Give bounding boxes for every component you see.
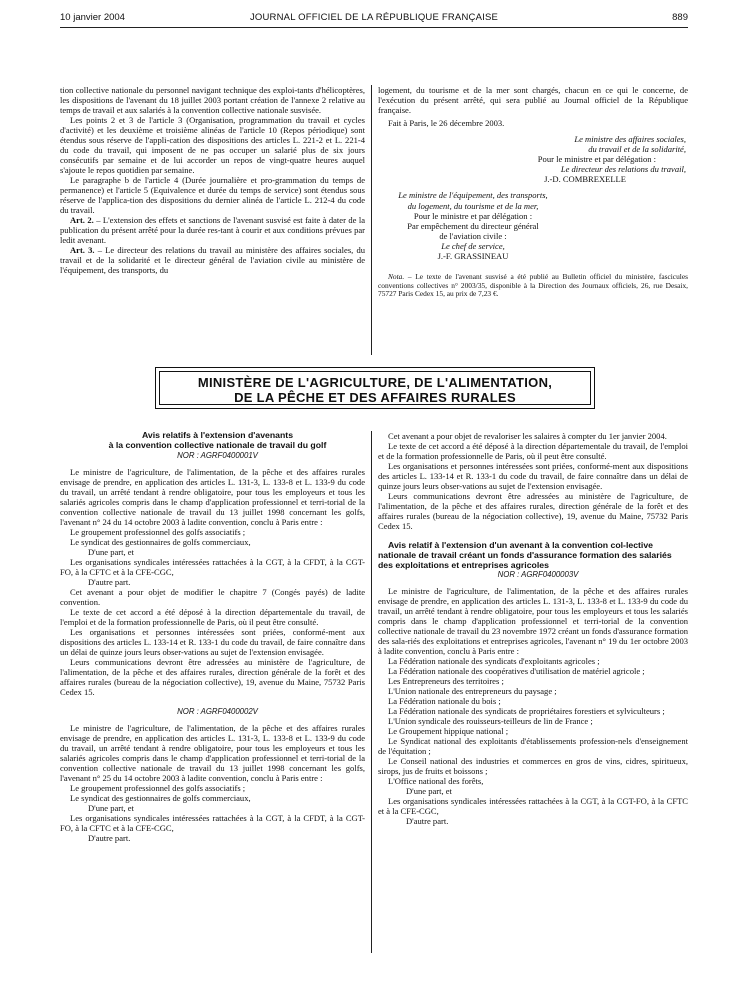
column-top-right bbox=[378, 85, 688, 299]
list-item: Le Conseil national des industries et commerces en gros de vins, cidres, spiritueux, sirops, jus de fruits et boissons ; bbox=[378, 756, 688, 777]
list-item: Le groupement professionnel des golfs associatifs ; bbox=[70, 782, 246, 793]
sig-line: Par empêchement du directeur général bbox=[407, 220, 539, 231]
sig-line: Pour le ministre et par délégation : bbox=[537, 154, 656, 165]
header-date: 10 janvier 2004 bbox=[60, 12, 125, 23]
nor-reference bbox=[60, 451, 365, 461]
nota-label: Nota. bbox=[388, 272, 405, 282]
list-item: Les organisations syndicales intéressées rattachées à la CGT, à la CFDT, à la CGT-FO, à la CFTC et à la CFE-CGC, bbox=[60, 812, 365, 833]
paragraph: Le texte de cet accord a été déposé à la direction départementale du travail, de l'emploi et de la formation professionnelle de Paris, où il peut être consulté. bbox=[60, 606, 365, 627]
paragraph: tion collective nationale du personnel navigant technique des exploi-tants d'hélicoptères, les dispositions de l'avenant du 18 juillet 2003 portant création de l'annexe 2 relative au temps de travail et aux salariés à la convention collective nationale susvisée. bbox=[60, 85, 365, 115]
paragraph: Le ministre de l'agriculture, de l'alimentation, de la pêche et des affaires rurales envisage de prendre, en application des articles L. 131-3, L. 133-8 et L. 133-9 du code du travail, un arrêté tendant à rendre obligatoire, pour tous les employeurs et tous les salariés compris dans le champ d'application professionnel et terri-torial de la convention collective nationale de travail du 23 novembre 1972 créant un fonds d'assurance formation des sala-riés des exploitations et entreprises agricoles, l'avenant n° 19 du 1er octobre 2003 à ladite convention, conclu à Paris entre : bbox=[378, 586, 688, 657]
nor-code: NOR : AGRF0400002V bbox=[177, 706, 258, 716]
article-3 bbox=[60, 245, 365, 275]
nor-code: NOR : AGRF0400001V bbox=[177, 450, 258, 460]
nor-code: NOR : AGRF0400003V bbox=[497, 570, 579, 580]
header-rule bbox=[60, 27, 688, 28]
paragraph: Les points 2 et 3 de l'article 3 (Organisation, programmation du travail et cycles d'activité) et les deuxième et troisième alinéas de l'article 10 (Repos périodique) sont étendus sous réserve de l'appli-cation des dispositions des articles L. 221-2 et L. 221-4 du code du travail, qui imposent de ne pas occuper un salarié plus de six jours consécutifs par semaine et de lui accorder un repos de vingt-quatre heures auquel s'ajoute le repos quotidien par semaine. bbox=[60, 115, 365, 175]
list-item: Les Entrepreneurs des territoires ; bbox=[388, 676, 504, 687]
sig-line: Le directeur des relations du travail, bbox=[560, 164, 686, 175]
nota bbox=[378, 273, 688, 299]
nor-reference bbox=[378, 570, 688, 580]
paragraph: Le paragraphe b de l'article 4 (Durée journalière et pro-grammation du temps de permanence) et l'article 5 (Equivalence et durée du temps de service) sont étendus sous réserve de l'applica-tion des dispositions du dernier alinéa de l'article L. 212-4 du code du travail. bbox=[60, 175, 365, 215]
list-item: D'une part, et bbox=[88, 802, 134, 813]
sig-line: Le ministre de l'équipement, des transports, bbox=[398, 190, 548, 201]
section-title: Avis relatifs à l'extension d'avenants bbox=[141, 430, 294, 440]
fait-line: Fait à Paris, le 26 décembre 2003. bbox=[388, 118, 505, 128]
list-item: Le syndicat des gestionnaires de golfs commerciaux, bbox=[70, 792, 251, 803]
paragraph: Le texte de cet accord a été déposé à la direction départementale du travail, de l'emploi et de la formation professionnelle de Paris, où il peut être consulté. bbox=[378, 441, 688, 461]
list-item: L'Union syndicale des rouisseurs-teilleurs de lin de France ; bbox=[388, 716, 593, 727]
list-item: Le Groupement hippique national ; bbox=[388, 726, 509, 737]
paragraph: Leurs communications devront être adressées au ministère de l'agriculture, de l'alimentation, de la pêche et des affaires rurales, direction générale de la forêt et des affaires rurales (bureau de la négociation collective), 19, avenue du Maine, 75732 Paris Cedex 15. bbox=[60, 656, 365, 697]
sig-line: du logement, du tourisme et de la mer, bbox=[407, 200, 539, 211]
paragraph: Cet avenant a pour objet de modifier le chapitre 7 (Congés payés) de ladite convention. bbox=[60, 586, 365, 607]
ministry-line-2: DE LA PÊCHE ET DES AFFAIRES RURALES bbox=[234, 390, 516, 405]
list-item: La Fédération nationale des coopératives d'utilisation de matériel agricole ; bbox=[388, 666, 645, 677]
list-item: D'une part, et bbox=[88, 546, 134, 557]
page-header bbox=[60, 12, 688, 26]
list-item: D'autre part. bbox=[406, 816, 449, 827]
list-item: L'Union nationale des entrepreneurs du paysage ; bbox=[388, 686, 557, 697]
sig-name: J.-D. COMBREXELLE bbox=[544, 174, 626, 185]
column-bottom-left bbox=[60, 431, 365, 843]
sig-line: de l'aviation civile : bbox=[439, 230, 507, 241]
header-page-number: 889 bbox=[672, 12, 688, 23]
paragraph: logement, du tourisme et de la mer sont chargés, chacun en ce qui le concerne, de l'exécution du présent arrêté, qui sera publié au Journal officiel de la République française. bbox=[378, 85, 688, 115]
article-label: Art. 2. bbox=[70, 215, 94, 225]
list-item: D'autre part. bbox=[88, 832, 131, 843]
sig-line: du travail et de la solidarité, bbox=[588, 144, 686, 155]
list-item: La Fédération nationale des syndicats d'exploitants agricoles ; bbox=[388, 656, 600, 667]
column-divider-bottom bbox=[371, 431, 372, 953]
list-item: Les organisations syndicales intéressées rattachées à la CGT, à la CGT-FO, à la CFTC et à la CFE-CGC, bbox=[378, 796, 688, 817]
article-2 bbox=[60, 215, 365, 245]
ministry-banner-inner bbox=[159, 371, 591, 405]
nor-reference bbox=[60, 707, 365, 717]
column-bottom-right bbox=[378, 431, 688, 826]
section-title: Avis relatif à l'extension d'un avenant à la convention col-lective nationale de travail créant un fonds d'assurance formation des salariés des exploitations et entreprises agricoles bbox=[378, 540, 672, 570]
paragraph: Leurs communications devront être adressées au ministère de l'agriculture, de l'alimentation, de la pêche et des affaires rurales, direction générale de la forêt et des affaires rurales (bureau de la négociation collective), 19, avenue du Maine, 75732 Paris Cedex 15. bbox=[378, 491, 688, 531]
sig-line: Le chef de service, bbox=[441, 240, 505, 251]
list-item: L'Office national des forêts, bbox=[388, 776, 484, 787]
column-divider-top bbox=[371, 85, 372, 355]
list-item: Le Syndicat national des exploitants d'établissements profession-nels d'enseignement de l'équitation ; bbox=[378, 736, 688, 757]
sig-line: Le ministre des affaires sociales, bbox=[574, 134, 686, 144]
signature-block-1 bbox=[378, 134, 688, 184]
paragraph: Le ministre de l'agriculture, de l'alimentation, de la pêche et des affaires rurales envisage de prendre, en application des articles L. 131-3, L. 133-8 et L. 133-9 du code du travail, un arrêté tendant à rendre obligatoire, pour tous les employeurs et tous les salariés agricoles compris dans le champ d'application professionnel et terri-torial de la convention collective nationale de travail du 13 juillet 1998 concernant les golfs, l'avenant n° 24 du 14 octobre 2003 à ladite convention, conclu à Paris entre : bbox=[60, 466, 365, 527]
article-text: – Le directeur des relations du travail au ministère des affaires sociales, du travail et de la solidarité et le directeur général de l'aviation civile au ministère de l'équipement, des transports, du bbox=[60, 245, 366, 275]
list-item: Les organisations syndicales intéressées rattachées à la CGT, à la CFDT, à la CGT-FO, à la CFTC et à la CFE-CGC, bbox=[60, 556, 365, 577]
article-label: Art. 3. bbox=[70, 245, 95, 255]
nota-text: – Le texte de l'avenant susvisé a été publié au Bulletin officiel du ministère, fascicules conventions collectives n° 2003/35, disponible à la Direction des Journaux officiels, 26, rue Desaix, 75727 Paris Cedex 15, au prix de 7,23 €. bbox=[378, 272, 688, 299]
article-text: – L'extension des effets et sanctions de l'avenant susvisé est faite à dater de la publication du présent arrêté pour la durée res-tant à courir et aux conditions prévues par ledit avenant. bbox=[60, 215, 366, 245]
list-item: La Fédération nationale du bois ; bbox=[388, 696, 501, 707]
list-item: Le syndicat des gestionnaires de golfs commerciaux, bbox=[70, 536, 251, 547]
list-item: D'autre part. bbox=[88, 576, 131, 587]
section-title: à la convention collective nationale de travail du golf bbox=[108, 439, 327, 450]
sig-line: Pour le ministre et par délégation : bbox=[413, 210, 533, 221]
paragraph: Cet avenant a pour objet de revaloriser les salaires à compter du 1er janvier 2004. bbox=[388, 431, 667, 441]
paragraph: Le ministre de l'agriculture, de l'alimentation, de la pêche et des affaires rurales envisage de prendre, en application des articles L. 131-3, L. 133-8 et L. 133-9 du code du travail, un arrêté tendant à rendre obligatoire, pour tous les employeurs et tous les salariés agricoles compris dans le champ d'application professionnel et terri-torial de la convention collective nationale de travail du 13 juillet 1998 concernant les golfs, l'avenant n° 25 du 14 octobre 2003 à ladite convention, conclu à Paris entre : bbox=[60, 722, 365, 783]
list-item: Le groupement professionnel des golfs associatifs ; bbox=[70, 526, 246, 537]
paragraph: Les organisations et personnes intéressées sont priées, conformé-ment aux dispositions des articles L. 133-14 et R. 133-1 du code du travail, de faire connaître dans un délai de quinze jours leurs obser-vations au sujet de l'extension envisagée. bbox=[378, 461, 688, 491]
list-item: D'une part, et bbox=[406, 786, 452, 797]
signature-block-2 bbox=[378, 190, 568, 261]
list-item: La Fédération nationale des syndicats de propriétaires forestiers et sylviculteurs ; bbox=[388, 706, 665, 717]
ministry-line-1: MINISTÈRE DE L'AGRICULTURE, DE L'ALIMENTATION, bbox=[197, 375, 553, 390]
header-title: JOURNAL OFFICIEL DE LA RÉPUBLIQUE FRANÇAISE bbox=[249, 12, 499, 23]
paragraph: Les organisations et personnes intéressées sont priées, conformé-ment aux dispositions des articles L. 133-14 et R. 133-1 du code du travail, de faire connaître dans un délai de quinze jours leurs obser-vations au sujet de l'extension envisagée. bbox=[60, 626, 365, 657]
ministry-banner bbox=[155, 367, 595, 409]
column-top-left bbox=[60, 85, 365, 275]
sig-name: J.-F. GRASSINEAU bbox=[437, 251, 509, 262]
